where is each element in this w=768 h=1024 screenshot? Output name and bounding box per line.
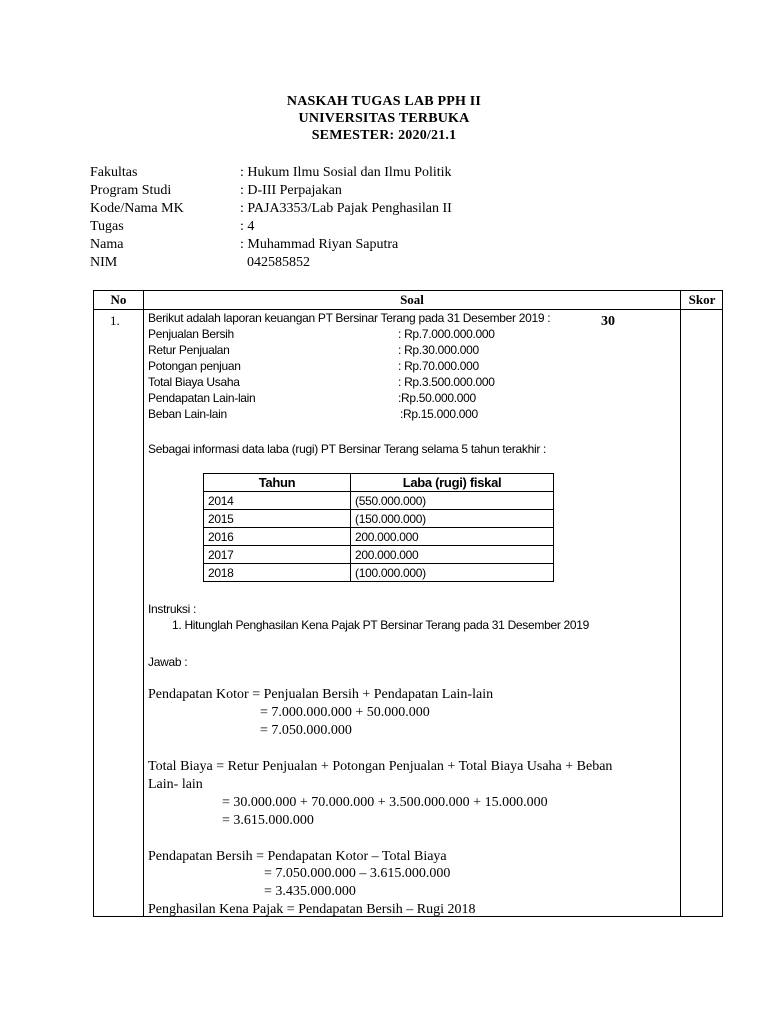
info-value: : D-III Perpajakan: [240, 183, 342, 198]
doc-title: NASKAH TUGAS LAB PPH II: [286, 94, 482, 109]
info-value: : PAJA3353/Lab Pajak Penghasilan II: [240, 201, 452, 216]
info-value: 042585852: [240, 255, 310, 270]
info-value: : 4: [240, 219, 255, 234]
answer-line: Pendapatan Bersih = Pendapatan Kotor – Total Biaya: [148, 849, 447, 864]
column-divider: [143, 291, 144, 916]
answer-line: = 30.000.000 + 70.000.000 + 3.500.000.000 + 15.000.000: [222, 795, 548, 810]
fiscal-info-text: Sebagai informasi data laba (rugi) PT Bersinar Terang selama 5 tahun terakhir :: [148, 442, 547, 456]
fiscal-value: (550.000.000): [351, 492, 554, 510]
question-intro: Berikut adalah laporan keuangan PT Bersinar Terang pada 31 Desember 2019 :: [148, 311, 551, 325]
item-value: : Rp.3.500.000.000: [398, 375, 495, 389]
fiscal-year: 2018: [204, 564, 351, 582]
fiscal-value: (100.000.000): [351, 564, 554, 582]
table-row: [204, 528, 554, 546]
answer-line: = 7.050.000.000: [260, 723, 352, 738]
answer-line: Pendapatan Kotor = Penjualan Bersih + Pendapatan Lain-lain: [148, 687, 494, 702]
header-skor: Skor: [688, 292, 716, 307]
semester-label: SEMESTER: 2020/21.1: [311, 128, 457, 143]
info-label: Tugas: [90, 219, 124, 234]
fiscal-header-laba: Laba (rugi) fiskal: [351, 474, 554, 492]
answer-line: Total Biaya = Retur Penjualan + Potongan Penjualan + Total Biaya Usaha + Beban: [148, 759, 613, 774]
table-row: [204, 492, 554, 510]
info-value: : Muhammad Riyan Saputra: [240, 237, 399, 252]
fiscal-year: 2015: [204, 510, 351, 528]
fiscal-year: 2014: [204, 492, 351, 510]
fiscal-value: (150.000.000): [351, 510, 554, 528]
item-label: Penjualan Bersih: [148, 327, 234, 341]
item-value: : Rp.70.000.000: [398, 359, 479, 373]
fiscal-header-tahun: Tahun: [204, 474, 351, 492]
fiscal-year: 2016: [204, 528, 351, 546]
info-label: Program Studi: [90, 183, 172, 198]
info-label: Nama: [90, 237, 124, 252]
answer-line: = 7.050.000.000 – 3.615.000.000: [264, 866, 451, 881]
answer-line: = 7.000.000.000 + 50.000.000: [260, 705, 430, 720]
fiscal-value: 200.000.000: [351, 528, 554, 546]
item-value: : Rp.30.000.000: [398, 343, 479, 357]
answer-line: Penghasilan Kena Pajak = Pendapatan Bersih – Rugi 2018: [148, 902, 476, 917]
score-value: 30: [601, 314, 615, 329]
column-divider: [680, 291, 681, 916]
fiscal-table: [203, 473, 554, 582]
item-value: :Rp.15.000.000: [400, 407, 478, 421]
info-label: Fakultas: [90, 165, 138, 180]
info-label: Kode/Nama MK: [90, 201, 184, 216]
fiscal-header-row: [204, 474, 554, 492]
instruksi-item: 1. Hitunglah Penghasilan Kena Pajak PT Bersinar Terang pada 31 Desember 2019: [172, 618, 590, 632]
item-label: Beban Lain-lain: [148, 407, 227, 421]
answer-line: = 3.435.000.000: [264, 884, 356, 899]
header-soal: Soal: [400, 292, 424, 307]
table-row: [204, 510, 554, 528]
table-row: [204, 546, 554, 564]
info-label: NIM: [90, 255, 118, 270]
item-value: : Rp.7.000.000.000: [398, 327, 495, 341]
info-value: : Hukum Ilmu Sosial dan Ilmu Politik: [240, 165, 452, 180]
item-label: Total Biaya Usaha: [148, 375, 240, 389]
instruksi-label: Instruksi :: [148, 602, 197, 616]
item-label: Potongan penjuan: [148, 359, 241, 373]
fiscal-year: 2017: [204, 546, 351, 564]
item-label: Pendapatan Lain-lain: [148, 391, 256, 405]
jawab-label: Jawab :: [148, 655, 188, 669]
answer-line: = 3.615.000.000: [222, 813, 314, 828]
item-label: Retur Penjualan: [148, 343, 230, 357]
answer-line: Lain- lain: [148, 777, 203, 792]
item-value: :Rp.50.000.000: [398, 391, 476, 405]
header-no: No: [110, 292, 127, 307]
fiscal-value: 200.000.000: [351, 546, 554, 564]
row-number: 1.: [110, 313, 120, 328]
table-row: [204, 564, 554, 582]
university-name: UNIVERSITAS TERBUKA: [298, 111, 470, 126]
